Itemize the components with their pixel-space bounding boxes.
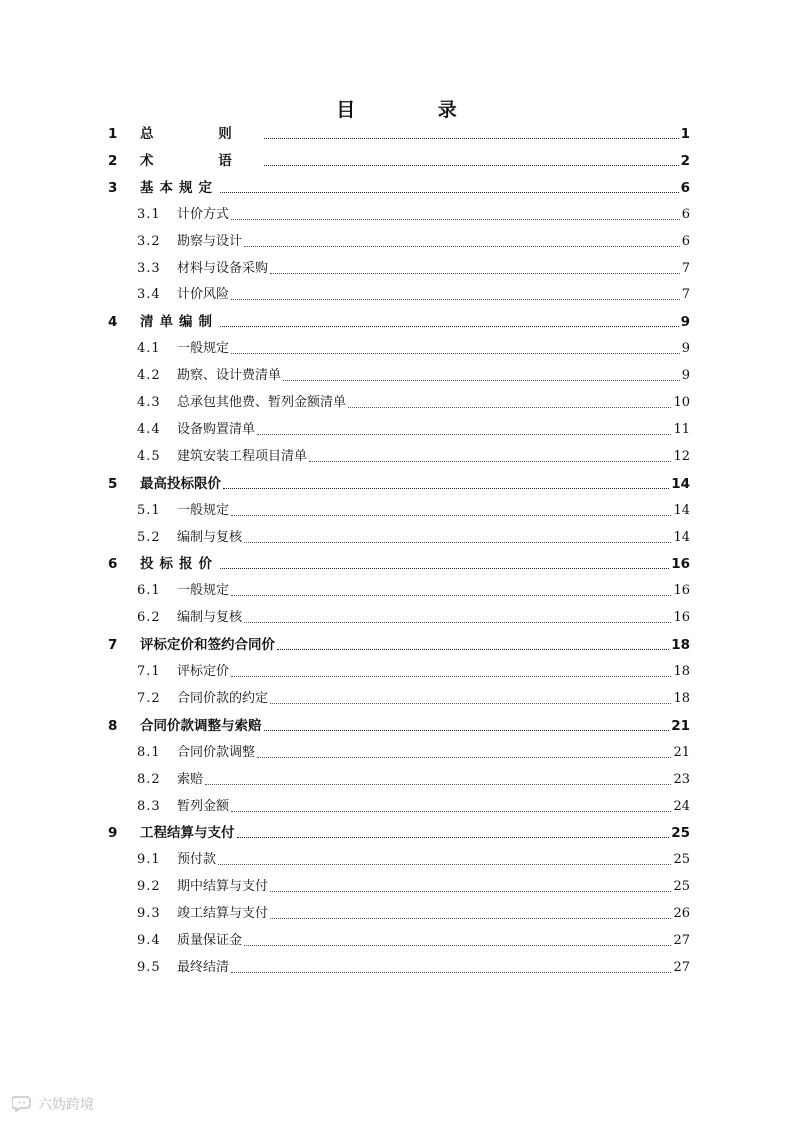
toc-dot-leader	[231, 218, 680, 220]
toc-entry-page-number: 7	[681, 260, 690, 276]
toc-entry-number: 9	[108, 825, 118, 842]
toc-entry-number: 1	[108, 126, 118, 142]
toc-dot-leader	[220, 191, 679, 193]
toc-entry-page-number: 27	[673, 933, 690, 948]
toc-section-row[interactable]	[137, 202, 690, 224]
toc-dot-leader	[270, 917, 671, 919]
toc-dot-leader	[231, 298, 680, 300]
toc-dot-leader	[244, 541, 671, 543]
toc-entry-number: 8.2	[137, 771, 161, 787]
toc-dot-leader	[244, 621, 671, 623]
toc-entry-title: 总承包其他费、暂列金额清单	[177, 395, 347, 410]
toc-entry-page-number: 1	[680, 126, 690, 142]
toc-entry-page-number: 27	[673, 959, 690, 975]
toc-entry-number: 3	[108, 179, 118, 196]
toc-entry-page-number: 23	[673, 771, 690, 787]
toc-entry-number: 3.3	[137, 260, 161, 276]
toc-entry-number: 9.1	[137, 852, 161, 868]
toc-section-row[interactable]	[137, 390, 690, 412]
toc-entry-title: 工程结算与支付	[140, 825, 235, 842]
toc-entry-number: 4	[108, 314, 118, 331]
toc-section-row[interactable]	[137, 955, 690, 977]
chat-bubble-logo-icon	[12, 1095, 34, 1113]
toc-entry-title: 投标报价	[140, 556, 218, 573]
toc-entry-page-number: 16	[673, 583, 690, 599]
toc-chapter-row[interactable]	[108, 820, 690, 842]
toc-dot-leader	[283, 379, 680, 381]
toc-entry-page-number: 14	[673, 502, 690, 518]
toc-dot-leader	[220, 325, 679, 327]
toc-entry-title: 期中结算与支付	[177, 879, 269, 895]
toc-section-row[interactable]	[137, 901, 690, 923]
toc-section-row[interactable]	[137, 444, 690, 466]
toc-entry-title: 索赔	[177, 771, 204, 787]
toc-entry-title: 暂列金额	[177, 798, 230, 814]
toc-dot-leader	[231, 675, 671, 677]
toc-section-row[interactable]	[137, 256, 690, 278]
toc-entry-page-number: 14	[673, 529, 690, 545]
toc-entry-page-number: 9	[681, 341, 690, 357]
toc-entry-title: 评标定价	[177, 664, 230, 679]
toc-entry-title: 合同价款调整	[177, 744, 256, 760]
toc-dot-leader	[244, 245, 680, 247]
toc-dot-leader	[231, 514, 671, 516]
toc-entry-title: 计价方式	[177, 206, 230, 222]
toc-dot-leader	[237, 836, 670, 838]
toc-entry-page-number: 9	[680, 314, 690, 331]
toc-entry-page-number: 16	[673, 610, 690, 626]
toc-entry-number: 5.2	[137, 529, 161, 545]
toc-dot-leader	[231, 352, 680, 354]
toc-chapter-row[interactable]	[108, 632, 690, 654]
toc-dot-leader	[277, 648, 669, 650]
toc-entry-title: 评标定价和签约合同价	[140, 637, 275, 654]
toc-entry-title: 勘察、设计费清单	[177, 368, 282, 384]
toc-entry-title: 计价风险	[177, 287, 230, 303]
toc-entry-title: 设备购置清单	[177, 421, 256, 437]
toc-chapter-row[interactable]	[108, 175, 690, 197]
toc-entry-number: 7	[108, 637, 118, 654]
toc-chapter-row[interactable]	[108, 551, 690, 573]
toc-section-row[interactable]	[137, 336, 690, 358]
toc-entry-title: 一般规定	[177, 502, 230, 518]
toc-entry-page-number: 14	[671, 475, 690, 492]
toc-dot-leader	[205, 783, 671, 785]
toc-entry-page-number: 10	[673, 395, 690, 410]
toc-dot-leader	[218, 863, 671, 865]
toc-section-row[interactable]	[137, 767, 690, 789]
toc-entry-title: 编制与复核	[177, 529, 243, 545]
toc-entry-number: 4.4	[137, 421, 161, 437]
toc-entry-page-number: 18	[673, 690, 690, 706]
toc-chapter-row[interactable]	[108, 713, 690, 735]
toc-section-row[interactable]	[137, 363, 690, 385]
toc-entry-title: 勘察与设计	[177, 233, 243, 249]
toc-entry-number: 6.2	[137, 610, 161, 626]
toc-entry-title: 清单编制	[140, 314, 218, 331]
toc-entry-page-number: 21	[673, 744, 690, 760]
toc-dot-leader	[231, 594, 671, 596]
toc-entry-number: 9.2	[137, 879, 161, 895]
toc-entry-number: 3.2	[137, 233, 161, 249]
toc-entry-title: 建筑安装工程项目清单	[177, 448, 308, 464]
toc-section-row[interactable]	[137, 417, 690, 439]
toc-entry-page-number: 25	[671, 825, 690, 842]
toc-dot-leader	[257, 756, 671, 758]
toc-entry-number: 4.5	[137, 448, 161, 464]
toc-entry-page-number: 9	[681, 368, 690, 384]
toc-section-row[interactable]	[137, 659, 690, 681]
toc-entry-title: 合同价款的约定	[177, 690, 269, 706]
toc-entry-number: 8.1	[137, 744, 161, 760]
toc-entry-title: 最高投标限价	[140, 475, 221, 492]
toc-chapter-row[interactable]	[108, 148, 690, 170]
toc-entry-title: 一般规定	[177, 341, 230, 357]
toc-entry-number: 8.3	[137, 798, 161, 814]
toc-dot-leader	[257, 433, 671, 435]
toc-chapter-row[interactable]	[108, 471, 690, 493]
toc-section-row[interactable]	[137, 794, 690, 816]
toc-entry-title: 术 语	[140, 152, 262, 169]
toc-entry-title: 竣工结算与支付	[177, 906, 269, 922]
toc-entry-page-number: 6	[681, 206, 690, 222]
toc-entry-page-number: 6	[681, 233, 690, 249]
toc-dot-leader	[270, 702, 671, 704]
toc-dot-leader	[264, 137, 679, 139]
toc-entry-number: 4.3	[137, 395, 161, 410]
toc-entry-page-number: 21	[671, 717, 690, 734]
toc-section-row[interactable]	[137, 498, 690, 520]
toc-dot-leader	[348, 406, 671, 408]
toc-dot-leader	[264, 164, 679, 166]
toc-dot-leader	[270, 890, 671, 892]
toc-entry-number: 2	[108, 152, 118, 169]
toc-entry-title: 基本规定	[140, 179, 218, 196]
toc-dot-leader	[264, 729, 670, 731]
toc-entry-number: 8	[108, 717, 118, 734]
toc-entry-page-number: 18	[671, 637, 690, 654]
toc-dot-leader	[231, 971, 671, 973]
toc-entry-number: 4.1	[137, 341, 161, 357]
toc-entry-page-number: 16	[671, 556, 690, 573]
toc-entry-title: 一般规定	[177, 583, 230, 599]
toc-entry-page-number: 2	[680, 152, 690, 169]
toc-section-row[interactable]	[137, 686, 690, 708]
toc-title: 目 录	[336, 99, 495, 121]
toc-entry-title: 最终结清	[177, 959, 230, 975]
toc-dot-leader	[270, 272, 680, 274]
toc-entry-page-number: 24	[673, 798, 690, 814]
toc-section-row[interactable]	[137, 282, 690, 304]
toc-entry-number: 4.2	[137, 368, 161, 384]
toc-entry-number: 7.2	[137, 690, 161, 706]
toc-entry-number: 5.1	[137, 502, 161, 518]
toc-section-row[interactable]	[137, 928, 690, 950]
toc-section-row[interactable]	[137, 525, 690, 547]
toc-chapter-row[interactable]	[108, 121, 690, 143]
toc-section-row[interactable]	[137, 847, 690, 869]
toc-entry-page-number: 6	[680, 179, 690, 196]
toc-section-row[interactable]	[137, 578, 690, 600]
toc-entry-number: 5	[108, 475, 118, 492]
toc-section-row[interactable]	[137, 605, 690, 627]
toc-entry-title: 质量保证金	[177, 933, 243, 948]
toc-entry-page-number: 12	[673, 448, 690, 464]
toc-entry-title: 编制与复核	[177, 610, 243, 626]
toc-dot-leader	[223, 487, 669, 489]
toc-entry-number: 3.1	[137, 206, 161, 222]
toc-entry-number: 6.1	[137, 583, 161, 599]
toc-entry-page-number: 25	[673, 852, 690, 868]
toc-dot-leader	[220, 567, 669, 569]
toc-section-row[interactable]	[137, 740, 690, 762]
toc-entry-page-number: 11	[673, 421, 690, 437]
toc-entry-title: 合同价款调整与索赔	[140, 717, 262, 734]
toc-entry-title: 预付款	[177, 852, 217, 868]
toc-dot-leader	[244, 944, 671, 946]
toc-section-row[interactable]	[137, 229, 690, 251]
toc-entry-number: 6	[108, 556, 118, 573]
toc-entry-page-number: 7	[681, 287, 690, 303]
toc-entry-page-number: 18	[673, 664, 690, 679]
toc-entry-number: 9.5	[137, 959, 161, 975]
watermark-text: 六妫跨境	[38, 1097, 94, 1113]
toc-dot-leader	[231, 810, 671, 812]
toc-entry-number: 3.4	[137, 287, 161, 303]
toc-entry-title: 总 则	[140, 126, 262, 142]
toc-chapter-row[interactable]	[108, 309, 690, 331]
toc-dot-leader	[309, 460, 671, 462]
toc-entry-number: 9.4	[137, 933, 161, 948]
toc-entry-title: 材料与设备采购	[177, 260, 269, 276]
watermark	[12, 1094, 94, 1114]
toc-section-row[interactable]	[137, 874, 690, 896]
toc-entry-number: 7.1	[137, 664, 161, 679]
toc-entry-page-number: 25	[673, 879, 690, 895]
toc-entry-page-number: 26	[673, 906, 690, 922]
toc-entry-number: 9.3	[137, 906, 161, 922]
